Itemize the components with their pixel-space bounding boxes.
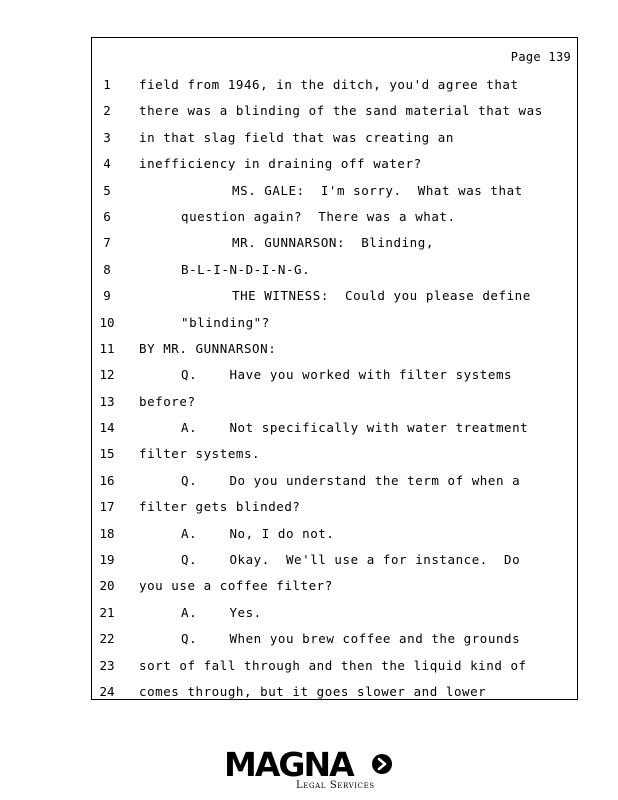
line-number: 1: [103, 77, 111, 92]
line-number: 16: [99, 472, 115, 488]
line-text: A. No, I do not.: [181, 525, 335, 541]
line-text: A. Not specifically with water treatment: [181, 420, 529, 436]
line-text: MS. GALE: I'm sorry. What was that: [232, 182, 523, 198]
line-text: comes through, but it goes slower and lower: [139, 683, 487, 699]
transcript-line: [92, 362, 577, 388]
transcript-line: [92, 521, 577, 547]
transcript-line: [92, 98, 577, 124]
line-number: 22: [99, 631, 115, 647]
line-text: there was a blinding of the sand material that was: [139, 103, 543, 119]
transcript-line: [92, 573, 577, 599]
line-number: 23: [99, 657, 115, 673]
transcript-line: [92, 389, 577, 415]
line-text: BY MR. GUNNARSON:: [139, 340, 277, 356]
transcript-line: [92, 494, 577, 520]
line-number: 15: [99, 446, 115, 462]
line-number: 5: [103, 182, 111, 198]
line-number: 9: [103, 288, 111, 304]
transcript-lines: [92, 72, 577, 705]
line-number: 4: [103, 156, 111, 172]
line-text: question again? There was a what.: [181, 208, 456, 224]
logo-subtitle: Legal Services: [296, 780, 375, 791]
line-text: Q. Have you worked with filter systems: [181, 367, 513, 383]
line-number: 8: [103, 261, 111, 277]
transcript-page: [91, 37, 578, 700]
line-text: Q. When you brew coffee and the grounds: [181, 631, 521, 647]
line-text: filter gets blinded?: [139, 499, 301, 515]
transcript-line: [92, 336, 577, 362]
line-number: 6: [103, 208, 111, 224]
chevron-right-circle-icon: [371, 753, 393, 775]
line-number: 18: [99, 525, 115, 541]
transcript-line: [92, 151, 577, 177]
transcript-line: [92, 468, 577, 494]
line-number: 3: [103, 129, 111, 145]
line-text: sort of fall through and then the liquid kind of: [139, 657, 527, 673]
transcript-line: [92, 679, 577, 705]
line-text: Q. Okay. We'll use a for instance. Do: [181, 552, 521, 568]
line-text: before?: [139, 393, 196, 409]
transcript-line: [92, 653, 577, 679]
transcript-line: [92, 230, 577, 256]
transcript-line: [92, 257, 577, 283]
transcript-line: [92, 415, 577, 441]
line-number: 11: [99, 340, 115, 356]
line-number: 7: [103, 235, 111, 251]
transcript-line: [92, 547, 577, 573]
line-text: "blinding"?: [181, 314, 270, 330]
line-text: in that slag field that was creating an: [139, 129, 454, 145]
transcript-line: [92, 72, 577, 98]
transcript-line: [92, 441, 577, 467]
line-text: field from 1946, in the ditch, you'd agree that: [139, 77, 519, 92]
line-text: Q. Do you understand the term of when a: [181, 472, 521, 488]
transcript-line: [92, 178, 577, 204]
line-number: 17: [99, 499, 115, 515]
line-number: 21: [99, 604, 115, 620]
line-number: 12: [99, 367, 115, 383]
logo-wordmark: MAGNA: [224, 745, 353, 784]
line-number: 19: [99, 552, 115, 568]
transcript-line: [92, 600, 577, 626]
line-number: 20: [99, 578, 115, 594]
magna-logo: [224, 745, 396, 794]
line-number: 13: [99, 393, 115, 409]
transcript-line: [92, 283, 577, 309]
line-number: 10: [99, 314, 115, 330]
transcript-line: [92, 626, 577, 652]
line-number: 2: [103, 103, 111, 119]
page-number: Page 139: [510, 50, 571, 64]
line-text: THE WITNESS: Could you please define: [232, 288, 531, 304]
line-text: filter systems.: [139, 446, 261, 462]
line-text: A. Yes.: [181, 604, 262, 620]
transcript-line: [92, 125, 577, 151]
line-number: 14: [99, 420, 115, 436]
line-text: you use a coffee filter?: [139, 578, 333, 594]
line-number: 24: [99, 683, 115, 699]
transcript-line: [92, 310, 577, 336]
line-text: inefficiency in draining off water?: [139, 156, 422, 172]
transcript-line: [92, 204, 577, 230]
line-text: B-L-I-N-D-I-N-G.: [181, 261, 311, 277]
line-text: MR. GUNNARSON: Blinding,: [232, 235, 434, 251]
